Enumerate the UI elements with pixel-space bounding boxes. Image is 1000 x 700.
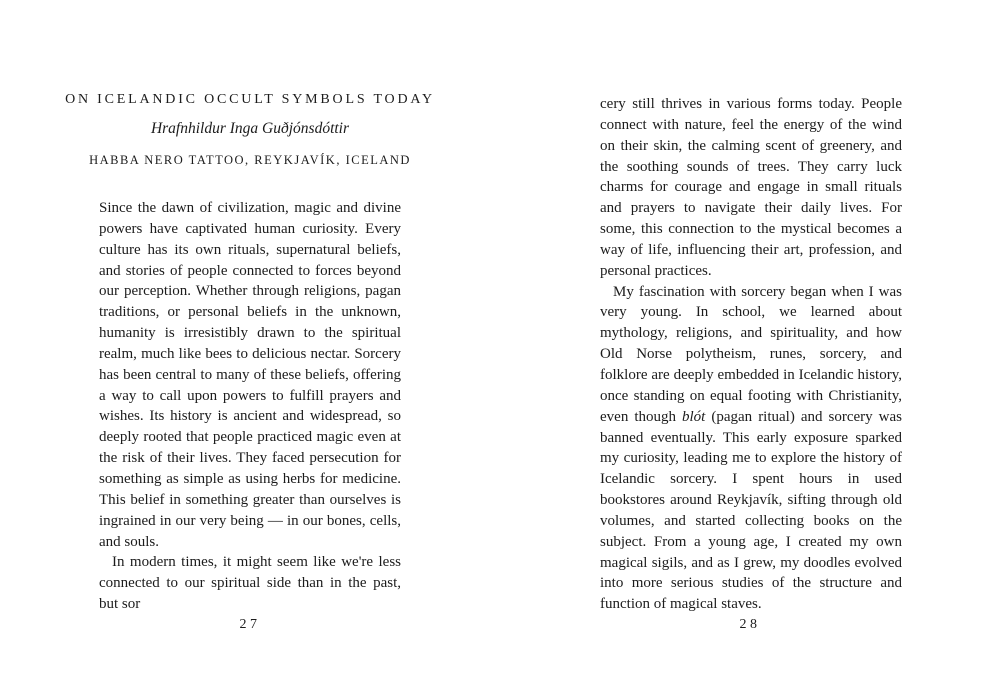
paragraph: Since the dawn of civilization, magic and divine powers have captivated human curiosity. Every culture has its own rituals, supernatural beliefs, and stories of people connected to forces beyond our perception. Whether through religions, pagan traditions, or personal beliefs in the unknown, humanity is irresistibly drawn to the spiritual realm, much like bees to delicious nectar. Sorcery has been central to many of these beliefs, offering a way to call upon powers to fulfill prayers and wishes. Its history is ancient and widespread, so deeply rooted that people practiced magic even at the risk of their lives. They faced persecution for something as simple as using herbs for medicine. This belief in something greater than ourselves is ingrained in our very being — in our bones, cells, and souls. [99, 200, 401, 550]
page-number: 27 [239, 617, 261, 632]
author-name: Hrafnhildur Inga Guðjónsdóttir [150, 120, 350, 137]
paragraph-text: (pagan ritual) and sorcery was banned eventually. This early exposure sparked my curiosity, leading me to explore the history of Icelandic sorcery. I spent hours in used bookstores around Reykjavík, sifting through old volumes, and started collecting books on the subject. From a young age, I created my own magical sigils, and as I grew, my doodles evolved into more serious studies of the structure and function of magical staves. [600, 408, 903, 613]
author-affiliation: HABBA NERO TATTOO, REYKJAVÍK, ICELAND [89, 153, 411, 167]
chapter-title: ON ICELANDIC OCCULT SYMBOLS TODAY [65, 92, 435, 107]
paragraph: In modern times, it might seem like we're less connected to our spiritual side than in the past, but sor [99, 554, 401, 613]
right-page [500, 0, 1000, 700]
paragraph-text: My fascination with sorcery began when I was very young. In school, we learned about mythology, religions, and spirituality, and how Old Norse polytheism, runes, sorcery, and folklore are deeply embedded in Icelandic history, once standing on equal footing with Christianity, even though [600, 283, 902, 425]
left-body-text [99, 198, 401, 615]
page-number: 28 [739, 617, 761, 632]
paragraph: cery still thrives in various forms today. People connect with nature, feel the energy of the wind on their skin, the calming scent of greenery, and the soothing sounds of trees. They carry luck charms for courage and engage in small rituals and prayers to navigate their daily lives. For some, this connection to the mystical becomes a way of life, influencing their art, profession, and personal practices. [600, 96, 902, 279]
right-body-text [600, 94, 902, 615]
paragraph [600, 282, 902, 616]
italic-term: blót [682, 408, 706, 425]
